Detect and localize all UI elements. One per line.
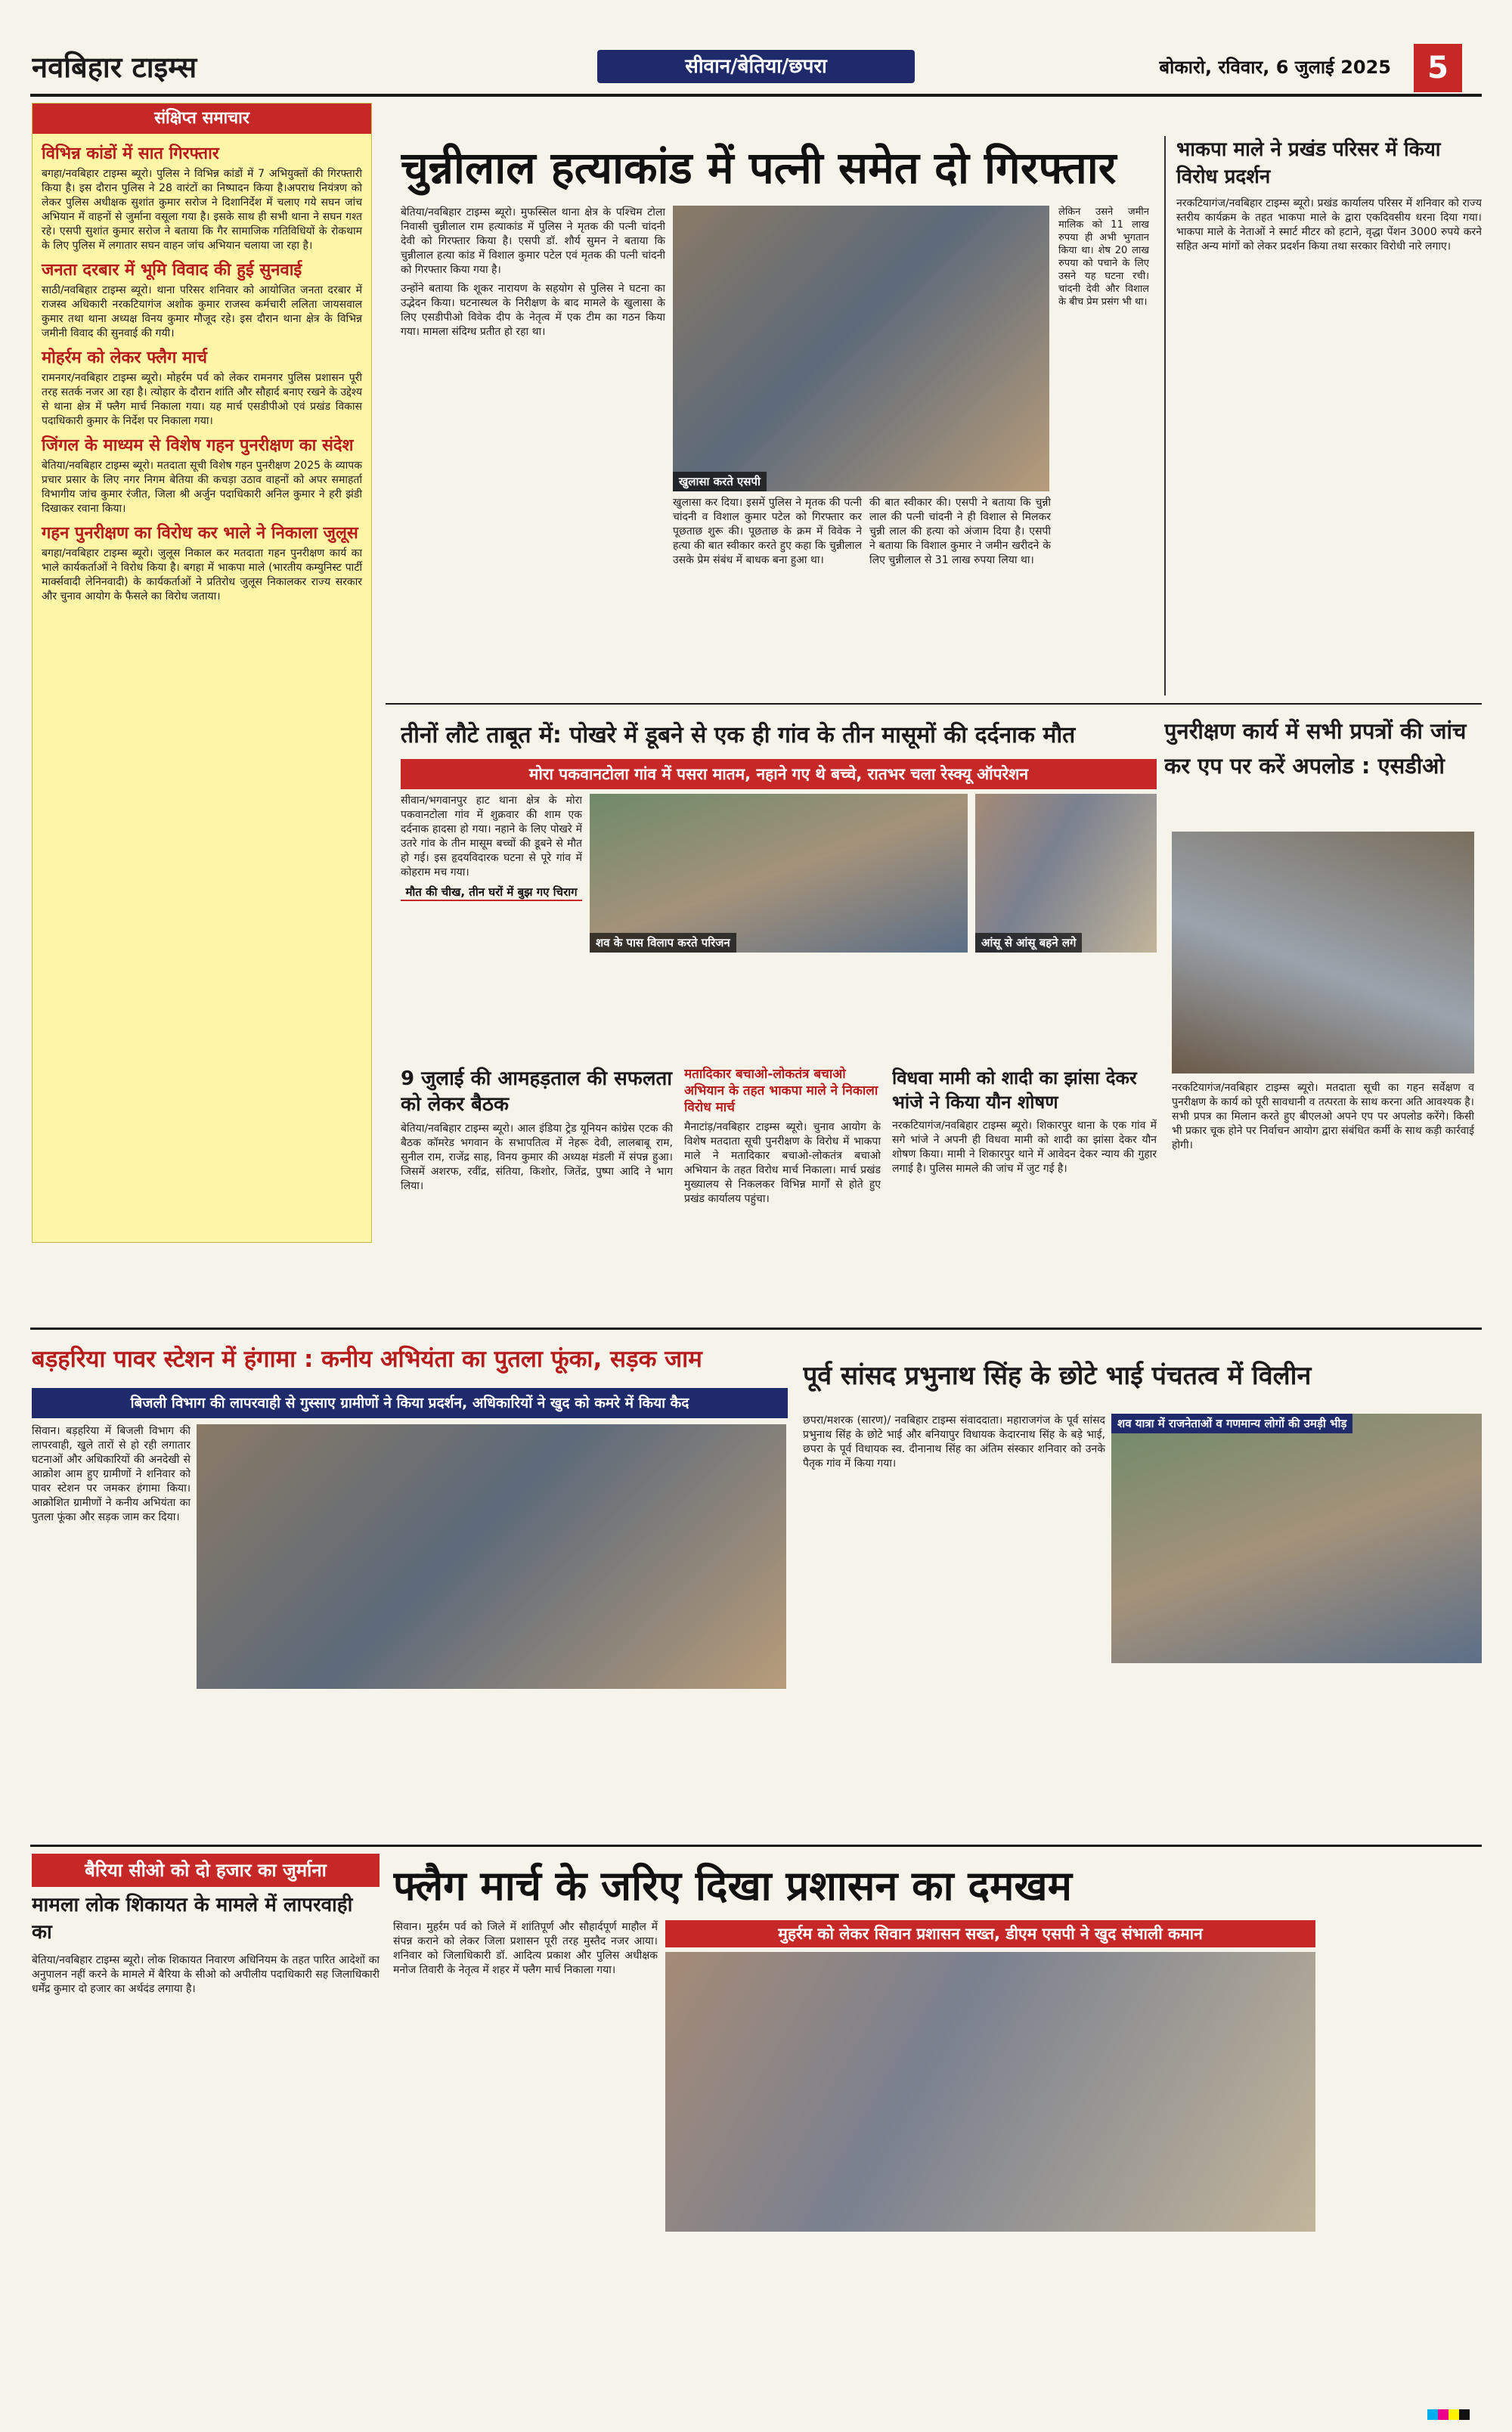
lead-text: बेतिया/नवबिहार टाइम्स ब्यूरो। मुफस्सिल थाना क्षेत्र के पश्चिम टोला निवासी चुन्नीलाल राम हत्याकांड में पुलिस ने मृतक की पत्नी चांदनी देवी को गिरफ्तार किया है। एसपी डॉ. शौर्य सुमन ने बताया कि चुन्नीलाल हत्या कांड में विशाल कुमार पटेल एवं मृतक की पत्नी चांदनी को गिरफ्तार किया गया है। xyxy=(401,206,665,276)
fine-column xyxy=(32,1953,380,2384)
lead-photo-caption: खुलासा करते एसपी xyxy=(673,472,767,491)
brief-headline: मोहर्रम को लेकर फ्लैग मार्च xyxy=(42,349,207,367)
power-text: सिवान। बड़हरिया में बिजली विभाग की लापरवाही, खुले तारों से हो रही लगातार घटनाओं और अधिकारियों की अनदेखी से आक्रोश आम हुए ग्रामीणों ने शनिवार को पावर स्टेशन पर जमकर हंगामा किया। आक्रोशित ग्रामीणों ने कनीय अभियंता का पुतला फूंका और सड़क जाम कर दिया। xyxy=(32,1425,191,1523)
drowning-text: सीवान/भगवानपुर हाट थाना क्षेत्र के मोरा पकवानटोला गांव में शुक्रवार की शाम एक दर्दनाक हादसा हो गया। नहाने के लिए पोखरे में उतरे गांव के तीन मासूम बच्चों की डूबने से मौत हो गई। इस हृदयविदारक घटना से पूरे गांव में कोहराम मच गया। xyxy=(401,795,582,878)
cmyk-magenta xyxy=(1438,2409,1448,2420)
meeting-text: बेतिया/नवबिहार टाइम्स ब्यूरो। आल इंडिया ट्रेड यूनियन कांग्रेस एटक की बैठक कॉमरेड भगवान के सभापतित्व में नेहरू देवी, लालबाबू राम, सुनील राम, राजेंद्र साह, विनय कुमार की अध्यक्ष मंडली में संपन्न हुआ। जिसमें अशरफ, रवींद्र, संतिया, किशोर, जितेंद्र, पुष्पा आदि ने भाग लिया। xyxy=(401,1123,673,1192)
drowning-headline: तीनों लौटे ताबूत में: पोखरे में डूबने से एक ही गांव के तीन मासूमों की दर्दनाक मौत xyxy=(401,722,1076,748)
drowning-column xyxy=(401,794,582,1058)
widow-text: नरकटियागंज/नवबिहार टाइम्स ब्यूरो। शिकारपुर थाना के एक गांव में सगे भांजे ने अपनी ही विधवा मामी को शादी का झांसा देकर यौन शोषण किया। मामी ने शिकारपुर थाने में आवेदन देकर न्याय की गुहार लगाई है। पुलिस मामले की जांच में जुट गई है। xyxy=(892,1120,1157,1175)
page-number: 5 xyxy=(1414,44,1462,92)
protest-headline: भाकपा माले ने प्रखंड परिसर में किया विरोध प्रदर्शन xyxy=(1176,138,1441,188)
brief-text: रामनगर/नवबिहार टाइम्स ब्यूरो। मोहर्रम पर्व को लेकर रामनगर पुलिस प्रशासन पूरी तरह सतर्क नजर आ रहा है। त्योहार के दौरान शांति और सौहार्द बनाए रखने के उद्देश्य से थाना क्षेत्र में फ्लैग मार्च निकाला गया। यह मार्च एसडीपीओ एवं प्रखंड विकास पदाधिकारी कुमार के निर्देश पर निकाला गया। xyxy=(42,372,362,427)
obit-photo-caption: शव यात्रा में राजनेताओं व गणमान्य लोगों की उमड़ी भीड़ xyxy=(1111,1414,1352,1433)
obit-headline: पूर्व सांसद प्रभुनाथ सिंह के छोटे भाई पंचतत्व में विलीन xyxy=(803,1361,1312,1391)
sidebar-briefs xyxy=(32,103,372,1243)
section-rule xyxy=(30,1845,1482,1847)
drowning-caption: मौत की चीख, तीन घरों में बुझ गए चिराग xyxy=(401,885,582,901)
cmyk-marks xyxy=(1427,2409,1480,2422)
drowning-caption: आंसू से आंसू बहने लगे xyxy=(975,933,1082,953)
lead-text: खुलासा कर दिया। इसमें पुलिस ने मृतक की पत्नी चांदनी व विशाल कुमार पटेल को गिरफ्तार कर पूछताछ शुरू की। पूछताछ के क्रम में विवेक ने हत्या की बात स्वीकार करते हुए कहा कि चुन्नीलाल उसके प्रेम संबंध में बाधक बना हुआ था। xyxy=(673,497,862,566)
power-headline: बड़हरिया पावर स्टेशन में हंगामा : कनीय अभियंता का पुतला फूंका, सड़क जाम xyxy=(32,1346,702,1373)
lead-headline: चुन्नीलाल हत्याकांड में पत्नी समेत दो गिरफ्तार xyxy=(401,142,1117,194)
brief-text: बगहा/नवबिहार टाइम्स ब्यूरो। जुलूस निकाल कर मतदाता गहन पुनरीक्षण कार्य का भाले कार्यकर्ताओं ने विरोध किया है। बगहा में भाकपा माले (भारतीय कम्युनिस्ट पार्टी मार्क्सवादी लेनिनवादी) के कार्यकर्ताओं ने प्रतिरोध जुलूस निकालकर राज्य सरकार और चुनाव आयोग के फैसले का विरोध जताया। xyxy=(42,547,362,603)
flag-headline: फ्लैग मार्च के जरिए दिखा प्रशासन का दमखम xyxy=(393,1861,1072,1910)
obit-column xyxy=(803,1414,1105,1837)
revision-text: नरकटियागंज/नवबिहार टाइम्स ब्यूरो। मतदाता सूची का गहन सर्वेक्षण व पुनरीक्षण के कार्य को पूरी सावधानी व तत्परता के साथ करना अति आवश्यक है। सभी प्रपत्र का मिलान करते हुए बीएलओ अपने एप पर अपलोड करेंगे। किसी भी प्रकार चूक होने पर निर्वाचन आयोग द्वारा संबंधित कर्मी के साथ कड़ी कार्रवाई होगी। xyxy=(1172,1082,1474,1151)
fine-headline: बैरिया सीओ को दो हजार का जुर्माना xyxy=(32,1854,380,1887)
voter-story xyxy=(684,1066,881,1315)
cmyk-yellow xyxy=(1448,2409,1459,2420)
fine-text: बेतिया/नवबिहार टाइम्स ब्यूरो। लोक शिकायत निवारण अधिनियम के तहत पारित आदेशों का अनुपालन नहीं करने के मामले में बैरिया के सीओ को अपीलीय पदाधिकारी सह जिलाधिकारी धर्मेंद्र कुमार दो हजार का अर्थदंड लगाया है। xyxy=(32,1954,380,1995)
section-tag: सीवान/बेतिया/छपरा xyxy=(597,50,915,83)
section-rule xyxy=(386,703,1482,705)
revision-column xyxy=(1172,1081,1474,1285)
masthead-rule xyxy=(30,94,1482,97)
lead-column xyxy=(1058,206,1149,697)
flag-column xyxy=(393,1920,658,2381)
power-subhead: बिजली विभाग की लापरवाही से गुस्साए ग्रामीणों ने किया प्रदर्शन, अधिकारियों ने खुद को कमरे में किया कैद xyxy=(32,1388,788,1418)
sidebar-header: संक्षिप्त समाचार xyxy=(33,104,371,134)
drowning-photo xyxy=(975,794,1157,953)
drowning-photo xyxy=(590,794,968,953)
protest-text: नरकटियागंज/नवबिहार टाइम्स ब्यूरो। प्रखंड कार्यालय परिसर में शनिवार को राज्य स्तरीय कार्यक्रम के तहत भाकपा माले के द्वारा एकदिवसीय धरना दिया गया। भाकपा माले के नेताओं ने स्मार्ट मीटर को हटाने, वृद्धा पेंशन 3000 रुपये करने सहित अन्य मांगों को लेकर प्रदर्शन किया तथा सरकार विरोधी नारे लगाए। xyxy=(1176,197,1482,252)
obit-text: छपरा/मशरक (सारण)/ नवबिहार टाइम्स संवाददाता। महाराजगंज के पूर्व सांसद प्रभुनाथ सिंह के छोटे भाई और बनियापुर विधायक केदारनाथ सिंह के बड़े भाई, छपरा के पूर्व विधायक स्व. दीनानाथ सिंह का अंतिम संस्कार शनिवार को उनके पैतृक गांव में किया गया। xyxy=(803,1414,1105,1470)
protest-story xyxy=(1164,136,1482,696)
lead-text: की बात स्वीकार की। एसपी ने बताया कि चुन्नी लाल की पत्नी चांदनी ने ही विशाल से मिलकर चुन्नी लाल की हत्या को अंजाम दिया है। एसपी ने बताया कि विशाल कुमार ने जमीन खरीदने के लिए चुन्नीलाल से 31 लाख रुपया लिया था। xyxy=(869,497,1051,566)
revision-photo xyxy=(1172,832,1474,1073)
voter-text: मैनाटांड़/नवबिहार टाइम्स ब्यूरो। चुनाव आयोग के विशेष मतदाता सूची पुनरीक्षण के विरोध में भाकपा माले ने मतादिकार बचाओ-लोकतंत्र बचाओ अभियान के तहत विरोध मार्च निकाला। मार्च प्रखंड मुख्यालय से निकलकर विभिन्न मार्गों से होते हुए प्रखंड कार्यालय पहुंचा। xyxy=(684,1121,881,1205)
meeting-story xyxy=(401,1066,673,1315)
fine-subhead: मामला लोक शिकायत के मामले में लापरवाही का xyxy=(32,1894,353,1944)
lead-column xyxy=(869,496,1051,700)
section-rule xyxy=(30,1328,1482,1330)
brief-headline: गहन पुनरीक्षण का विरोध कर भाले ने निकाला जुलूस xyxy=(42,524,358,543)
power-photo xyxy=(197,1424,786,1689)
brief-headline: विभिन्न कांडों में सात गिरफ्तार xyxy=(42,144,219,163)
meeting-headline: 9 जुलाई की आमहड़ताल की सफलता को लेकर बैठक xyxy=(401,1067,672,1116)
voter-headline: मतादिकार बचाओ-लोकतंत्र बचाओ अभियान के तहत भाकपा माले ने निकाला विरोध मार्च xyxy=(684,1067,878,1115)
drowning-caption: शव के पास विलाप करते परिजन xyxy=(590,933,736,953)
flag-photo xyxy=(665,1952,1315,2232)
widow-story xyxy=(892,1066,1157,1315)
brief-text: बेतिया/नवबिहार टाइम्स ब्यूरो। मतदाता सूची विशेष गहन पुनरीक्षण 2025 के व्यापक प्रचार प्रसार के लिए नगर निगम बेतिया की कचड़ा उठाव वाहनों को अपर समाहर्ता विभागीय जांच कुमार रंजीत, जिला श्री अर्जुन पदाधिकारी अनिल कुमार ने हरी झंडी दिखाकर रवाना किया। xyxy=(42,460,362,515)
brief-text: बगहा/नवबिहार टाइम्स ब्यूरो। पुलिस ने विभिन्न कांडों में 7 अभियुक्तों की गिरफ्तारी किया है। इस दौरान पुलिस ने 28 वारंटों का निष्पादन किया है।अपराध नियंत्रण को लेकर पुलिस अधीक्षक सुशांत कुमार सरोज ने दिशानिर्देश में चलाए गये सघन जांच अभियान में वाहनों से जुर्माना वसूला गया है। इसके साथ ही सभी थाना ने सघन गश्त रहे। एसपी सुशांत कुमार सरोज ने बताया कि गैर सामाजिक गतिविधियों के रोकथाम के लिए पुलिस में लगातार सघन वाहन जांच अभियान चलाया जा रहा है। xyxy=(42,168,362,252)
flag-subhead: मुहर्रम को लेकर सिवान प्रशासन सख्त, डीएम एसपी ने खुद संभाली कमान xyxy=(665,1920,1315,1947)
brief-text: साठी/नवबिहार टाइम्स ब्यूरो। थाना परिसर शनिवार को आयोजित जनता दरबार में राजस्व अधिकारी नरकटियागंज अशोक कुमार राजस्व कर्मचारी ललिता जायसवाल कुमार तथा थाना अध्यक्ष विनय कुमार मौजूद रहे। इस दौरान थाना क्षेत्र के विभिन्न जमीनी विवाद की सुनवाई की गयी। xyxy=(42,284,362,339)
lead-column xyxy=(673,496,862,700)
power-column xyxy=(32,1424,191,1833)
obit-photo xyxy=(1111,1414,1482,1663)
lead-text: उन्होंने बताया कि शूकर नारायण के सहयोग से पुलिस ने घटना का उद्भेदन किया। घटनास्थल के निरीक्षण के बाद मामले के खुलासा के लिए एसडीपीओ विवेक दीप के नेतृत्व में एक टीम का गठन किया गया। मामला संदिग्ध प्रतीत हो रहा था। xyxy=(401,283,665,338)
dateline: बोकारो, रविवार, 6 जुलाई 2025 xyxy=(1159,57,1391,78)
brief-headline: जिंगल के माध्यम से विशेष गहन पुनरीक्षण का संदेश xyxy=(42,436,354,455)
flag-text: सिवान। मुहर्रम पर्व को जिले में शांतिपूर्ण और सौहार्दपूर्ण माहौल में संपन्न कराने को लेकर जिला प्रशासन पूरी तरह मुस्तैद नजर आया। शनिवार को जिलाधिकारी डॉ. आदित्य प्रकाश और पुलिस अधीक्षक मनोज तिवारी के नेतृत्व में शहर में फ्लैग मार्च निकाला गया। xyxy=(393,1921,658,1976)
cmyk-black xyxy=(1459,2409,1470,2420)
lead-photo xyxy=(673,206,1049,491)
widow-headline: विधवा मामी को शादी का झांसा देकर भांजे ने किया यौन शोषण xyxy=(892,1067,1137,1113)
masthead-name: नवबिहार टाइम्स xyxy=(32,50,197,84)
lead-text: लेकिन उसने जमीन मालिक को 11 लाख रुपया ही अभी भुगतान किया था। शेष 20 लाख रुपया को पचाने के लिए उसने यह घटना रची। चांदनी देवी और विशाल के बीच प्रेम प्रसंग भी था। xyxy=(1058,206,1149,308)
lead-column xyxy=(401,206,665,697)
cmyk-cyan xyxy=(1427,2409,1438,2420)
brief-headline: जनता दरबार में भूमि विवाद की हुई सुनवाई xyxy=(42,261,302,280)
drowning-subhead: मोरा पकवानटोला गांव में पसरा मातम, नहाने गए थे बच्चे, रातभर चला रेस्क्यू ऑपरेशन xyxy=(401,759,1157,789)
revision-headline: पुनरीक्षण कार्य में सभी प्रपत्रों की जांच कर एप पर करें अपलोड : एसडीओ xyxy=(1164,718,1467,779)
